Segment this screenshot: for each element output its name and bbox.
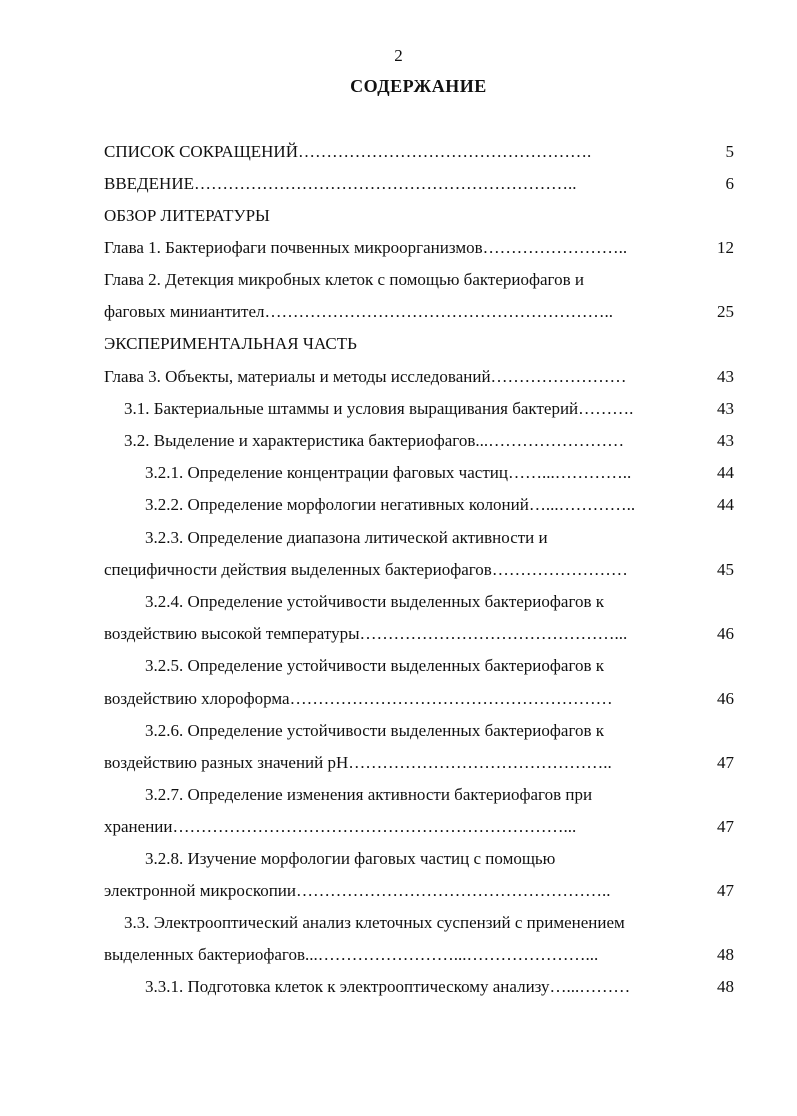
toc-entry-text: 3.2.4. Определение устойчивости выделенных бактериофагов к	[145, 592, 605, 611]
toc-entry	[124, 398, 633, 420]
toc-entry-text: Глава 2. Детекция микробных клеток с помощью бактериофагов и	[104, 270, 584, 289]
toc-leader-dots: ...……………………...…………………...	[304, 945, 599, 964]
toc-entry	[145, 527, 548, 549]
toc-entry-text: 3.2.1. Определение концентрации фаговых частиц	[145, 463, 508, 482]
toc-section-heading	[104, 333, 357, 355]
toc-page-number: 47	[717, 753, 734, 772]
toc-entry	[145, 591, 604, 613]
toc-entry-text: ОБЗОР ЛИТЕРАТУРЫ	[104, 206, 270, 225]
toc-entry-text: воздействию хлороформа	[104, 689, 290, 708]
toc-entry	[104, 688, 613, 710]
toc-entry-text: 3.2.8. Изучение морфологии фаговых частиц с помощью	[145, 849, 556, 868]
toc-section-heading	[104, 205, 270, 227]
toc-entry-text: ЭКСПЕРИМЕНТАЛЬНАЯ ЧАСТЬ	[104, 334, 357, 353]
toc-entry-text: Глава 1. Бактериофаги почвенных микроорганизмов	[104, 238, 483, 257]
toc-page-number: 44	[717, 495, 734, 514]
toc-entry-text: 3.2. Выделение и характеристика бактериофагов	[124, 431, 476, 450]
toc-page-number: 43	[717, 399, 734, 418]
toc-entry	[145, 848, 555, 870]
toc-entry-text: воздействию разных значений рН	[104, 753, 349, 772]
toc-page-number: 47	[717, 817, 734, 836]
toc-entry-text: ВВЕДЕНИЕ	[104, 174, 194, 193]
toc-leader-dots: ………………………………………………..	[296, 881, 611, 900]
toc-page-number: 44	[717, 463, 734, 482]
toc-entry	[104, 752, 612, 774]
toc-entry	[145, 655, 604, 677]
toc-entry	[104, 366, 627, 388]
toc-entry-text: хранении	[104, 817, 173, 836]
toc-leader-dots: ...……………………	[475, 431, 625, 450]
toc-leader-dots: ……………………………………………………………...	[172, 817, 577, 836]
toc-entry	[104, 173, 576, 195]
toc-entry-text: 3.3. Электрооптический анализ клеточных суспензий с применением	[124, 913, 625, 932]
toc-leader-dots: ……………………	[491, 560, 628, 579]
toc-leader-dots: ……………………..	[482, 238, 628, 257]
toc-entry	[104, 237, 627, 259]
toc-leader-dots: …………………………………………………………..	[193, 174, 577, 193]
toc-entry	[104, 623, 627, 645]
toc-page-number: 47	[717, 881, 734, 900]
toc-entry	[124, 912, 625, 934]
toc-leader-dots: …………………………………………….	[297, 142, 592, 161]
toc-entry-text: 3.3.1. Подготовка клеток к электрооптическому анализу	[145, 977, 550, 996]
page-title: СОДЕРЖАНИЕ	[350, 76, 487, 96]
toc-entry	[104, 301, 613, 323]
toc-entry	[104, 559, 628, 581]
toc-entry	[145, 720, 604, 742]
toc-entry	[145, 784, 592, 806]
toc-entry	[104, 141, 591, 163]
toc-leader-dots: ……………………………………………………..	[264, 302, 613, 321]
toc-entry-text: электронной микроскопии	[104, 881, 297, 900]
toc-page-number: 25	[717, 302, 734, 321]
toc-leader-dots: …………………………………………………	[289, 689, 613, 708]
toc-leader-dots: …...…………..	[528, 495, 636, 514]
toc-leader-dots: ………………………………………...	[359, 624, 628, 643]
toc-page-number: 46	[717, 689, 734, 708]
toc-page-number: 12	[717, 238, 734, 257]
toc-page-number: 48	[717, 977, 734, 996]
toc-leader-dots: ……….	[578, 399, 634, 418]
toc-page-number: 48	[717, 945, 734, 964]
toc-page-number: 43	[717, 431, 734, 450]
toc-leader-dots: ……...…………..	[507, 463, 632, 482]
toc-entry-text: выделенных бактериофагов	[104, 945, 305, 964]
toc-entry-text: 3.2.7. Определение изменения активности бактериофагов при	[145, 785, 593, 804]
toc-entry-text: воздействию высокой температуры	[104, 624, 360, 643]
toc-entry-text: Глава 3. Объекты, материалы и методы исследований	[104, 367, 491, 386]
toc-leader-dots: …...………	[549, 977, 631, 996]
toc-entry-text: фаговых миниантител	[104, 302, 265, 321]
toc-entry	[145, 462, 631, 484]
toc-page-number: 46	[717, 624, 734, 643]
toc-entry	[145, 494, 635, 516]
toc-entry-text: 3.2.6. Определение устойчивости выделенных бактериофагов к	[145, 721, 605, 740]
page-number: 2	[394, 46, 403, 65]
toc-entry-text: 3.1. Бактериальные штаммы и условия выращивания бактерий	[124, 399, 579, 418]
toc-page-number: 6	[725, 174, 734, 193]
toc-entry	[104, 816, 576, 838]
toc-entry	[104, 269, 584, 291]
toc-entry-text: 3.2.3. Определение диапазона литической активности и	[145, 528, 548, 547]
toc-entry	[145, 976, 630, 998]
toc-page-number: 43	[717, 367, 734, 386]
toc-entry	[104, 944, 598, 966]
toc-leader-dots: ……………………	[490, 367, 627, 386]
toc-leader-dots: ………………………………………..	[348, 753, 612, 772]
toc-page-number: 45	[717, 560, 734, 579]
toc-entry	[124, 430, 624, 452]
toc-entry-text: специфичности действия выделенных бактериофагов	[104, 560, 492, 579]
toc-entry-text: СПИСОК СОКРАЩЕНИЙ	[104, 142, 298, 161]
toc-entry-text: 3.2.2. Определение морфологии негативных колоний	[145, 495, 529, 514]
toc-entry-text: 3.2.5. Определение устойчивости выделенных бактериофагов к	[145, 656, 605, 675]
toc-entry	[104, 880, 611, 902]
toc-page-number: 5	[725, 142, 734, 161]
